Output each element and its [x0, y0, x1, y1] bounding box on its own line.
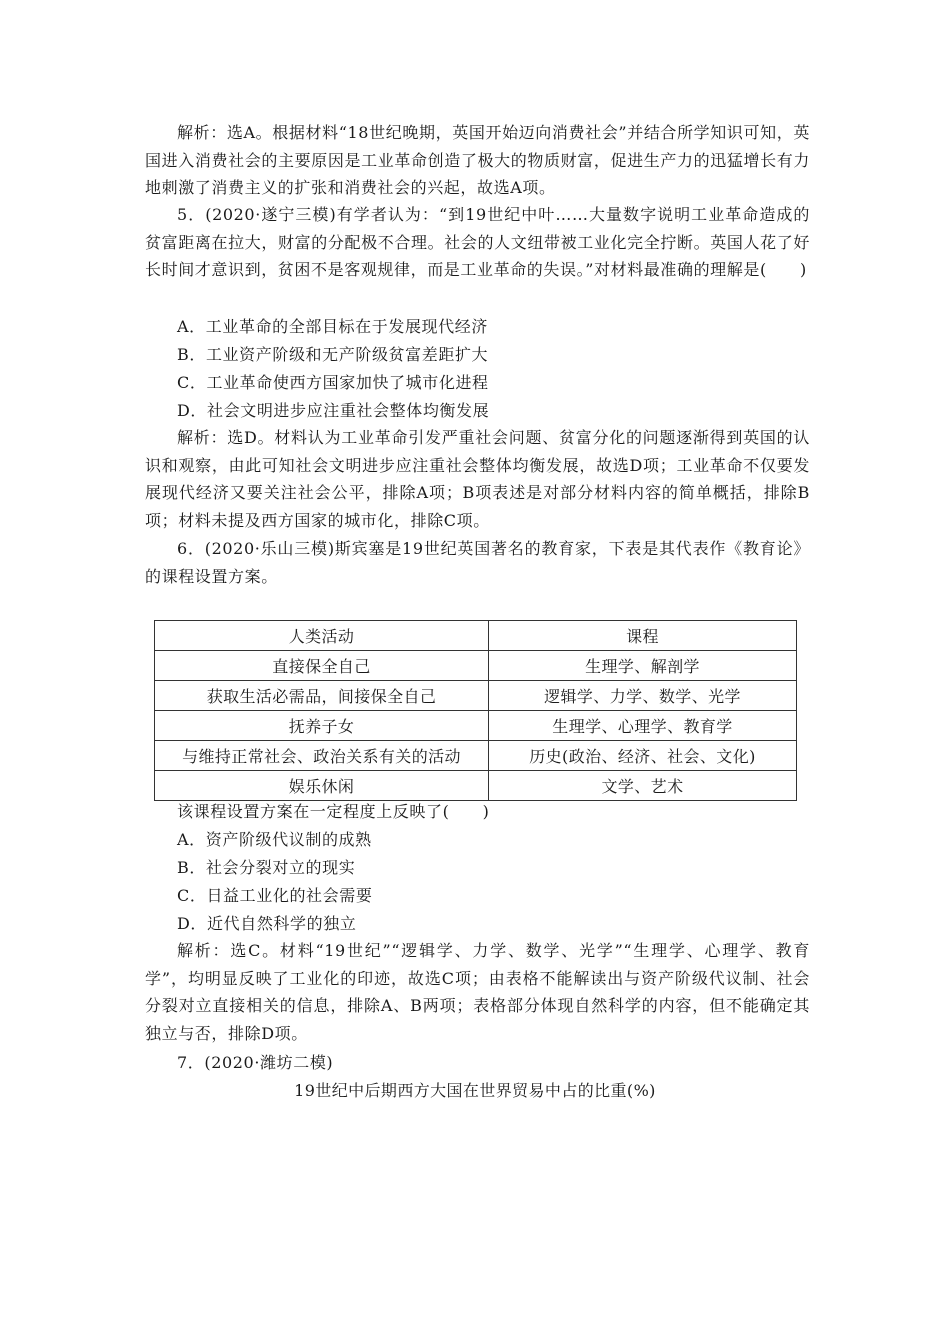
q7-stem: 7．(2020·潍坊二模) — [177, 1053, 334, 1072]
q6-question: 该课程设置方案在一定程度上反映了( ) — [177, 802, 490, 821]
q5-option-d: D．社会文明进步应注重社会整体均衡发展 — [177, 401, 490, 420]
q5-option-b: B．工业资产阶级和无产阶级贫富差距扩大 — [177, 345, 489, 364]
q5-option-a: A．工业革命的全部目标在于发展现代经济 — [177, 317, 488, 336]
q6-explanation: 解析：选C。材料“19世纪”“逻辑学、力学、数学、光学”“生理学、心理学、教育学”，均明显反映了工业化的印迹，故选C项；由表格不能解读出与资产阶级代议制、社会分裂对立直接相关的信息，排除A、B两项；表格部分体现自然科学的内容，但不能确定其独立与否，排除D项。 — [145, 941, 810, 1043]
table-row — [155, 711, 797, 741]
q6-option-a: A．资产阶级代议制的成熟 — [177, 830, 372, 849]
table-row — [155, 741, 797, 771]
table-cell: 抚养子女 — [155, 711, 489, 741]
table-header-row — [155, 621, 797, 651]
table-header-cell: 人类活动 — [155, 621, 489, 651]
table-cell: 与维持正常社会、政治关系有关的活动 — [155, 741, 489, 771]
table-cell: 历史(政治、经济、社会、文化) — [489, 741, 797, 771]
course-table — [154, 620, 797, 801]
q6-option-b: B．社会分裂对立的现实 — [177, 858, 356, 877]
table-cell: 文学、艺术 — [489, 771, 797, 801]
q6-stem: 6．(2020·乐山三模)斯宾塞是19世纪英国著名的教育家，下表是其代表作《教育论》的课程设置方案。 — [145, 539, 810, 586]
table-header-cell: 课程 — [489, 621, 797, 651]
table-cell: 逻辑学、力学、数学、光学 — [489, 681, 797, 711]
q6-option-d: D．近代自然科学的独立 — [177, 914, 357, 933]
table-cell: 生理学、心理学、教育学 — [489, 711, 797, 741]
table-cell: 生理学、解剖学 — [489, 651, 797, 681]
table-row — [155, 651, 797, 681]
q5-stem: 5．(2020·遂宁三模)有学者认为：“到19世纪中叶……大量数字说明工业革命造成的贫富距离在拉大，财富的分配极不合理。社会的人文纽带被工业化完全拧断。英国人花了好长时间才意识到，贫困不是客观规律，而是工业革命的失误。”对材料最准确的理解是( ) — [145, 205, 810, 279]
q6-option-c: C．日益工业化的社会需要 — [177, 886, 373, 905]
q7-table-title: 19世纪中后期西方大国在世界贸易中占的比重(%) — [294, 1081, 656, 1100]
q4-explanation: 解析：选A。根据材料“18世纪晚期，英国开始迈向消费社会”并结合所学知识可知，英国进入消费社会的主要原因是工业革命创造了极大的物质财富，促进生产力的迅猛增长有力地刺激了消费主义的扩张和消费社会的兴起，故选A项。 — [145, 123, 810, 197]
table-row — [155, 771, 797, 801]
q5-explanation: 解析：选D。材料认为工业革命引发严重社会问题、贫富分化的问题逐渐得到英国的认识和观察，由此可知社会文明进步应注重社会整体均衡发展，故选D项；工业革命不仅要发展现代经济又要关注社会公平，排除A项；B项表述是对部分材料内容的简单概括，排除B项；材料未提及西方国家的城市化，排除C项。 — [145, 428, 810, 530]
table-row — [155, 681, 797, 711]
q5-option-c: C．工业革命使西方国家加快了城市化进程 — [177, 373, 489, 392]
table-cell: 娱乐休闲 — [155, 771, 489, 801]
table-cell: 直接保全自己 — [155, 651, 489, 681]
table-cell: 获取生活必需品，间接保全自己 — [155, 681, 489, 711]
